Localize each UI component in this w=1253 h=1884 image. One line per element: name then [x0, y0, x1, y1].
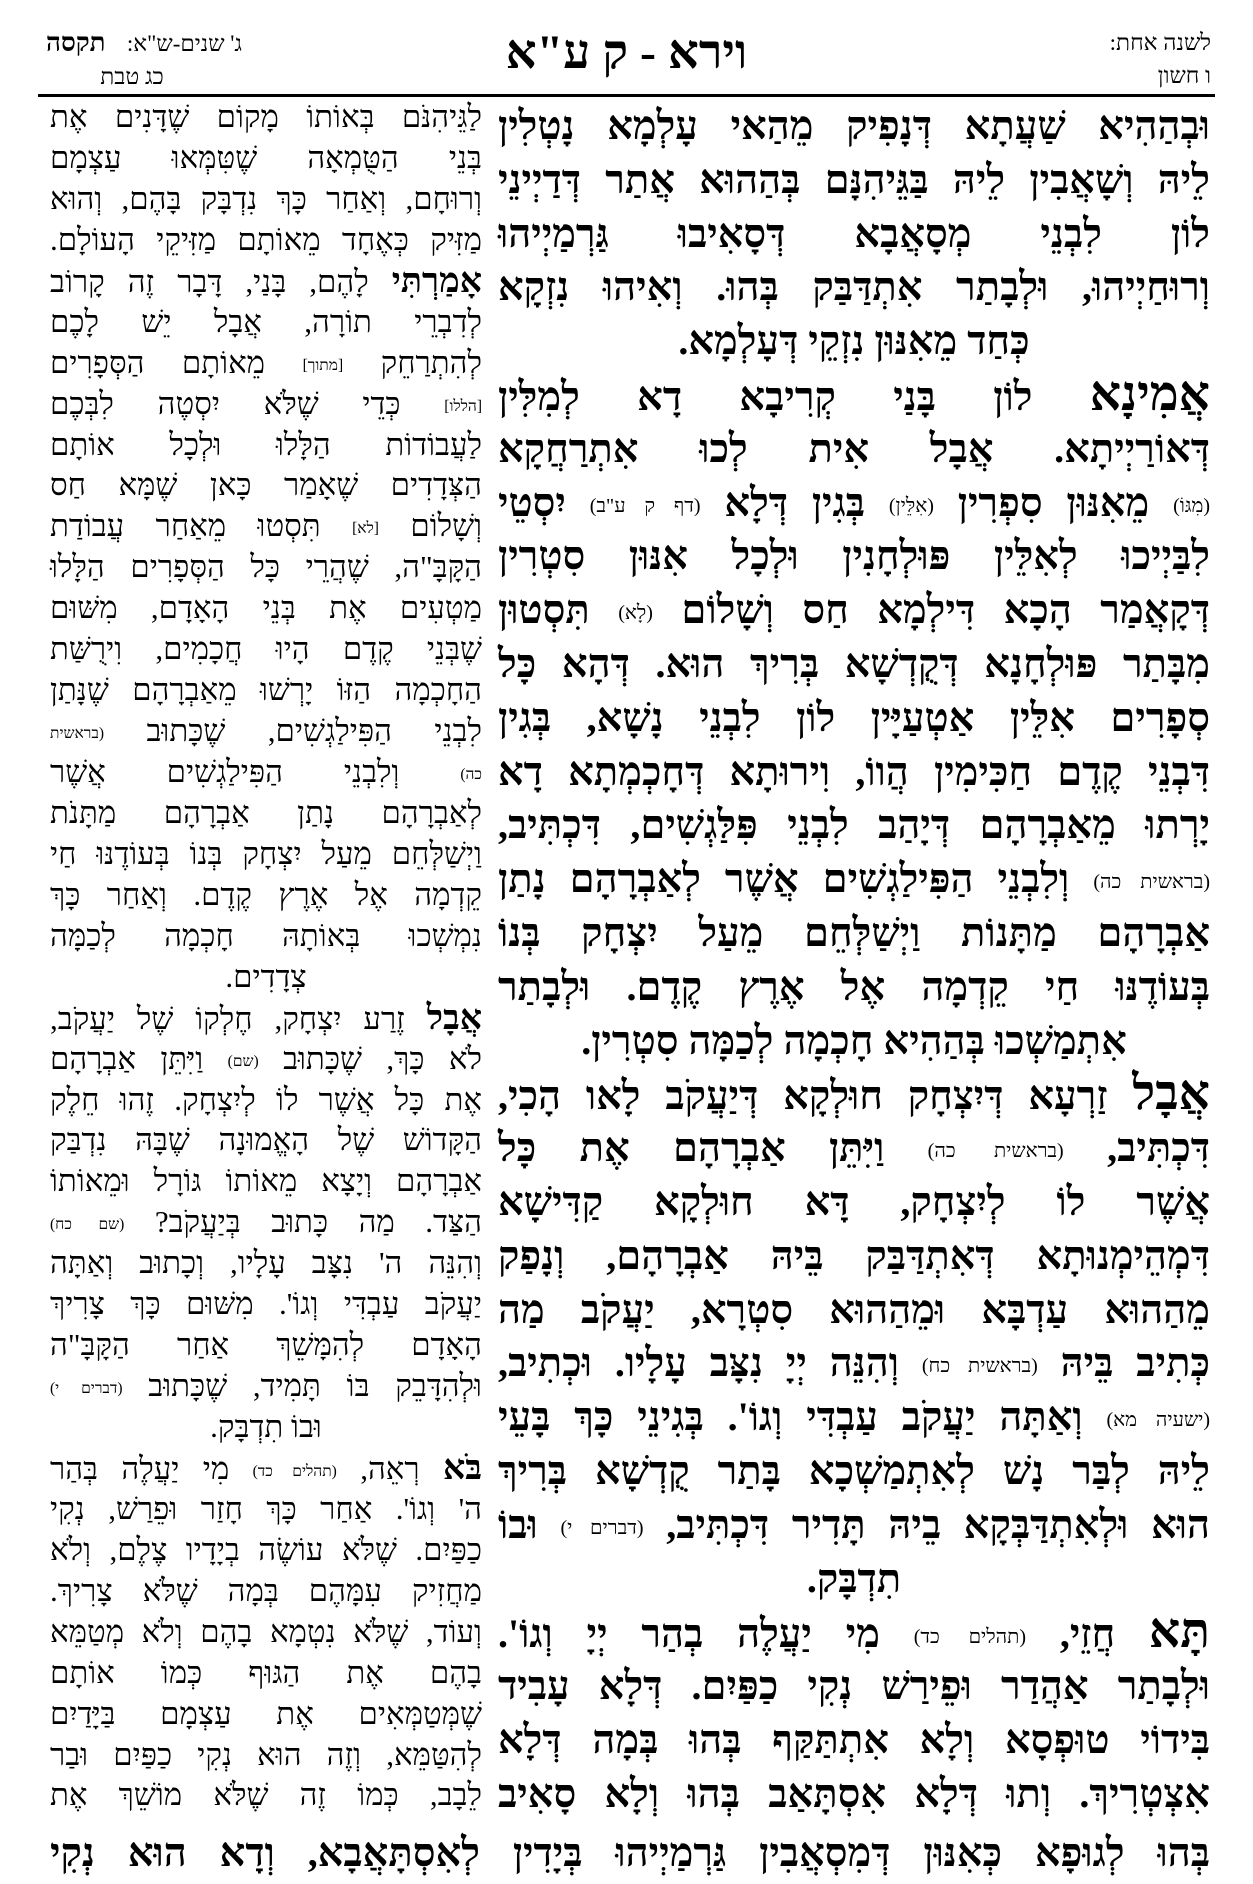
aramaic-text-line — [498, 583, 1210, 637]
source-citation: (שם) — [227, 1052, 259, 1070]
three-year-date: כג טבת — [100, 64, 164, 89]
text-run: סְפָרִים אִלֵּין אַטְעַיָּין לוֹן לִבְנֵי נָשָׁא, בְּגִין — [498, 694, 1210, 740]
source-citation: (שם כח) — [50, 1216, 125, 1234]
line-text — [498, 533, 1210, 578]
text-run: דְּאוֹרַיְיתָא. אֲבָל אִית לְכוּ אִתְרַחֲקָא — [498, 425, 1210, 471]
line-text — [498, 1771, 1210, 1816]
line-text — [498, 910, 1210, 955]
line-text — [498, 1287, 1210, 1332]
aramaic-continuation-line — [50, 1826, 1210, 1880]
text-run: אִצְטְרִיךְ. וְתוּ דְּלָא אִסְתָּאַב בְּהוּ וְלָא סָאִיב — [498, 1770, 1210, 1816]
source-citation: (דף ק ע"ב) — [589, 494, 701, 517]
text-run: אֲבָל — [1132, 1066, 1211, 1121]
aramaic-text-line — [498, 1121, 1210, 1175]
line-text — [50, 877, 482, 912]
source-citation: (בראשית כח) — [921, 1355, 1038, 1378]
line-text — [50, 549, 482, 584]
line-text — [50, 836, 482, 871]
line-text — [498, 1066, 1211, 1121]
line-text — [498, 802, 1210, 847]
text-run: אֲבָל — [426, 997, 482, 1037]
text-run: נִמְשְׁכוּ בְּאוֹתָהּ חָכְמָה לְכַמָּה — [50, 917, 482, 953]
text-run: כְּתִיב בֵּיהּ — [1060, 1340, 1211, 1386]
line-text — [50, 345, 482, 380]
text-run: וְרוּחָם, וְאַחַר כָּךְ נִדְבָּק בָּהֶם, וְהוּא — [50, 180, 482, 216]
hebrew-text-line — [50, 1653, 482, 1694]
text-run: קֵדְמָה אֶל אֶרֶץ קֶדֶם. וְאַחַר כָּךְ — [50, 876, 482, 912]
text-run: מַחֲזִיק עִמָּהֶם בְּמָה שֶׁלֹּא צָרִיךְ. — [50, 1572, 482, 1608]
source-citation: (בראשית — [50, 724, 105, 742]
aramaic-text-line — [498, 1229, 1210, 1283]
text-run: דְּקָאֲמַר הָכָא דִּילְמָא חַס וְשָׁלוֹם — [681, 587, 1210, 633]
line-text — [50, 304, 482, 339]
text-run: וּלְהִדָּבֵק בּוֹ תָּמִיד, שֶׁכָּתוּב — [148, 1368, 482, 1404]
hebrew-text-line — [50, 384, 482, 425]
source-citation: [הללו] — [444, 397, 483, 415]
line-text — [498, 1179, 1210, 1224]
hebrew-text-line — [50, 465, 482, 506]
line-text — [50, 99, 482, 134]
text-run: יָרְתוּ מֵאַבְרָהָם דְּיָהַב לִבְנֵי פִּלַּגְשִׁים, דִּכְתִּיב, — [498, 802, 1210, 848]
line-text — [498, 1340, 1210, 1385]
text-run: בְּעוֹדֶנּוּ חַי קֵדְמָה אֶל אֶרֶץ קֶדֶם. וּלְבָתַר — [498, 963, 1210, 1009]
text-run: לֵבָב, כְּמוֹ זֶה שֶׁלֹּא מוֹשֵׁךְ אֶת — [50, 1777, 482, 1813]
line-text — [50, 1286, 482, 1321]
line-text: בְּהוּ לְגוּפָא כְּאִנּוּן דְּמִסְאֲבִין גַּרְמַיְיהוּ בְּיָדִין לְאִסְתָּאֲבָא, וְדָא הוּא נְקִי — [50, 1830, 1210, 1875]
hebrew-text-line — [50, 711, 482, 752]
text-run: לֵיהּ לְבַּר נָשׁ לְאִתְמַשְׁכָא בָּתַר קֻדְשָׁא בְּרִיךְ — [498, 1447, 1210, 1493]
source-citation: [לא] — [352, 520, 379, 538]
source-citation: (תהלים כד) — [913, 1626, 1027, 1649]
line-text — [498, 1125, 1210, 1170]
text-run: דִּבְנֵי קֶדֶם חַכִּימִין הֲווֹ, וִירוּתָא דְּחָכְמְתָא דָא — [498, 748, 1210, 794]
text-run: זֶרַע יִצְחָק, חֶלְקוֹ שֶׁל יַעֲקֹב, — [50, 1000, 405, 1036]
text-run: מֵאִנּוּן סִפְרִין — [957, 479, 1150, 525]
hebrew-column — [50, 97, 482, 1816]
line-text — [50, 1614, 482, 1649]
hebrew-text-line — [50, 670, 482, 711]
hebrew-text-line — [50, 1407, 482, 1448]
line-text — [50, 631, 482, 666]
line-text — [50, 1447, 483, 1487]
text-run: כְּחַד מֵאִנּוּן נִזְקֵי דְּעָלְמָא. — [678, 318, 1030, 364]
line-text — [50, 754, 482, 789]
text-run: וְלִבְנֵי הַפִּילַגְשִׁים אֲשֶׁר — [50, 754, 400, 789]
text-run: לוֹן לִבְנֵי מְסָאֲבָא דְּסָאִיבוּ גַּרְמַיְיהוּ — [498, 210, 1210, 256]
line-text — [50, 1737, 482, 1772]
line-text — [498, 157, 1210, 202]
text-run: אִתְמַשְׁכוּ בְּהַהִיא חָכְמָה לְכַמָּה סִטְרִין. — [581, 1017, 1127, 1063]
source-citation: (בראשית כה) — [1093, 871, 1210, 894]
page-title: וירא - ק ע"א — [505, 26, 748, 79]
hebrew-text-line — [50, 793, 482, 834]
three-year-schedule — [46, 26, 242, 93]
line-text — [225, 959, 306, 994]
line-text — [498, 1233, 1210, 1278]
line-text — [50, 508, 482, 543]
text-run: תָּא — [1148, 1604, 1211, 1659]
text-run: לְדִבְרֵי תוֹרָה, אֲבָל יֵשׁ לָכֶם — [50, 303, 482, 339]
text-run: ה' וְגוֹ'. אַחַר כָּךְ חָזַר וּפֵרַשׁ, נְקִי — [50, 1490, 482, 1526]
line-text — [50, 1777, 482, 1812]
aramaic-text-line — [498, 906, 1210, 960]
line-text — [50, 672, 482, 707]
text-run: דִּמְהֵימְנוּתָא דְּאִתְדַּבַּק בֵּיהּ אַבְרָהָם, וְנָפַק — [498, 1232, 1210, 1278]
text-run: תִּסְטוּן — [498, 587, 590, 633]
text-run: כַפַּיִם. שֶׁלֹּא עוֹשֶׂה בְיָדָיו צֶלֶם, וְלֹא — [50, 1531, 482, 1567]
hebrew-text-line — [50, 1161, 482, 1202]
text-run: לֹא כָּךְ, שֶׁכָּתוּב — [283, 1040, 482, 1076]
line-text — [50, 1327, 482, 1362]
line-text — [50, 427, 482, 462]
line-text — [210, 1409, 322, 1444]
aramaic-text-line — [498, 637, 1210, 691]
line-text — [50, 1573, 482, 1608]
source-citation: (לָא) — [618, 602, 653, 625]
aramaic-text-line — [498, 1014, 1210, 1068]
text-run: אָמַרְתִּי — [391, 260, 482, 300]
line-text — [498, 749, 1210, 794]
text-run: זַרְעָא דְּיִצְחָק חוּלְקָא דְּיַעֲקֹב לָאו הָכִי, — [498, 1073, 1108, 1119]
line-text — [498, 366, 1211, 421]
line-text — [50, 1368, 482, 1403]
text-run: רְאֵה, — [360, 1450, 420, 1486]
line-text — [50, 997, 482, 1037]
hebrew-text-line — [50, 1612, 482, 1653]
text-run: דִּכְתִּיב, — [1107, 1125, 1211, 1171]
hebrew-text-line — [50, 1489, 482, 1530]
line-text — [498, 1663, 1210, 1708]
one-year-date: ו חשון — [1157, 63, 1211, 88]
source-citation: (בראשית כה) — [927, 1140, 1064, 1163]
source-citation: [מתוך] — [302, 356, 344, 374]
text-run: וּלְבָתַר אַהֲדַר וּפֵירַשׁ נְקִי כַפַּיִם. דְּלָא עָבִיד — [498, 1663, 1210, 1709]
aramaic-text-line — [498, 153, 1210, 207]
line-text — [50, 1041, 482, 1076]
text-run: חֲזֵי, — [1059, 1611, 1116, 1657]
line-text — [498, 426, 1210, 471]
hebrew-text-line — [50, 97, 482, 138]
line-text — [498, 587, 1210, 632]
text-run: בְּנֵי הַטֻּמְאָה שֶׁטִּמְּאוּ עַצְמָם — [50, 139, 482, 175]
line-text — [498, 1604, 1211, 1659]
source-citation: (ישעיה מא) — [1106, 1409, 1211, 1432]
aramaic-text-line — [498, 368, 1210, 422]
three-year-label: ג' שנים-ש"א: — [126, 31, 242, 56]
one-year-label: לשנה אחת: — [1109, 30, 1211, 55]
hebrew-text-line — [50, 875, 482, 916]
aramaic-text-line — [498, 314, 1210, 368]
text-run: וְהִנֵּה ה' נִצָּב עָלָיו, וְכָתוּב וְאַתָּה — [50, 1245, 482, 1281]
hebrew-text-line — [50, 179, 482, 220]
text-run: לִבַּיְיכוּ לְאִלֵּין פּוּלְחָנִין וּלְכָל אִנּוּן סִטְרִין — [498, 533, 1210, 579]
hebrew-text-line — [50, 588, 482, 629]
source-citation: (תהלים כד) — [252, 1462, 337, 1480]
text-run: לְאַבְרָהָם נָתַן אַבְרָהָם מַתָּנֹת — [50, 794, 482, 830]
text-run: בִּידוֹי טוּפְסָא וְלָא אִתְתַּקַּף בְּהוּ בְּמָה דְּלָא — [498, 1716, 1210, 1762]
line-text — [50, 260, 482, 300]
text-run: הָאָדָם לְהִמָּשֵׁךְ אַחַר הַקָּבָּ"ה — [50, 1327, 482, 1363]
text-run: הַקָּדוֹשׁ שֶׁל הָאֱמוּנָה שֶׁבָּהּ נִדְבַּק — [50, 1122, 482, 1158]
aramaic-text-line — [498, 1605, 1210, 1659]
text-run: וְשָׁלוֹם — [410, 508, 483, 544]
text-run: לֵיהּ וְשָׁאֲבִין לֵיהּ בַּגֵּיהִנָּם בְּהַהוּא אֲתַר דְּדַיְינֵי — [498, 156, 1210, 202]
line-text — [498, 1717, 1210, 1762]
line-text — [498, 856, 1210, 901]
text-run: וְלִבְנֵי הַפִּילַגְשִׁים אֲשֶׁר לְאַבְרָהָם נָתַן — [498, 856, 1070, 902]
text-run: לְהִתְרַחֵק — [380, 344, 483, 380]
text-run: אֲשֶׁר לוֹ לְיִצְחָק, דָּא חוּלְקָא קַדִּישָׁא — [498, 1178, 1210, 1224]
line-text — [50, 1491, 482, 1526]
line-text — [50, 1082, 482, 1117]
text-run: הַחָכְמָה הַזּוֹ יָרְשׁוּ מֵאַבְרָהָם שֶׁנָּתַן — [50, 672, 482, 708]
line-text — [50, 467, 482, 502]
aramaic-text-line — [498, 476, 1210, 530]
line-text — [498, 480, 1210, 525]
text-run: יִסְטֵי — [498, 479, 566, 525]
text-run: וְרוּחַיְיהוּ, וּלְבָתַר אִתְדַּבַּק בְּהוּ. וְאִיהוּ נִזְקָא — [498, 264, 1210, 310]
line-text — [498, 1448, 1210, 1493]
source-citation: (מִגּוֹ) — [1173, 494, 1211, 517]
text-run: הַקָּבָּ"ה, שֶׁהֲרֵי כָּל הַסְּפָרִים הַלָּלוּ — [50, 549, 482, 585]
line-text — [498, 264, 1210, 309]
aramaic-text-line — [498, 1175, 1210, 1229]
text-run: אַבְרָהָם וְיָצָא מֵאוֹתוֹ גּוֹרָל וּמֵאוֹתוֹ — [50, 1163, 482, 1199]
aramaic-text-line — [498, 207, 1210, 261]
text-run: מֵאוֹתָם הַסְּפָרִים — [50, 344, 266, 380]
source-citation: (דברים י) — [560, 1516, 644, 1539]
text-run: אֲמִינָא — [1089, 366, 1211, 421]
text-run: הַצַּד. מַה כָּתוּב בְּיַעֲקֹב? — [154, 1204, 483, 1240]
source-citation: (דברים י) — [50, 1379, 123, 1397]
aramaic-text-line — [498, 260, 1210, 314]
line-text — [498, 211, 1210, 256]
hebrew-text-line — [50, 547, 482, 588]
hebrew-text-line — [50, 1243, 482, 1284]
hebrew-text-line — [50, 1735, 482, 1776]
aramaic-text-line — [498, 960, 1210, 1014]
line-text — [50, 1696, 482, 1731]
text-run: וּבוֹ תִדְבָּק. — [210, 1409, 322, 1444]
text-run: וְעוֹד, שֶׁלֹּא נִטְמָא בָהֶם וְלֹא מְטַמֵּא — [50, 1613, 482, 1649]
line-text — [498, 695, 1210, 740]
line-text — [498, 103, 1210, 148]
text-run: תִּסְטוּ מֵאַחַר עֲבוֹדַת — [50, 508, 321, 544]
hebrew-text-line — [50, 1530, 482, 1571]
hebrew-text-line — [50, 916, 482, 957]
line-text — [498, 1502, 1210, 1547]
hebrew-text-line — [50, 343, 482, 384]
text-run: מַזִּיק כְּאֶחָד מֵאוֹתָם מַזִּיקֵי הָעוֹלָם. — [50, 221, 482, 257]
text-run: לוֹן בָּנַי קְרִיבָא דָא לְמִלִּין — [498, 373, 1033, 419]
text-run: בְּגִין דְּלָא — [724, 479, 866, 525]
text-run: שֶׁמְּטַמְּאִים אֶת עַצְמָם בַּיָּדַיִם — [50, 1695, 482, 1731]
text-run: לְהִטַּמֵּא, וְזֶה הוּא נְקִי כַפַּיִם וּבַר — [50, 1736, 482, 1772]
text-run: מִי יַעֲלֶה בְהַר יְיָ וְגוֹ'. — [498, 1611, 880, 1657]
hebrew-text-line — [50, 1039, 482, 1080]
aramaic-text-line — [498, 852, 1210, 906]
hebrew-text-line — [50, 1694, 482, 1735]
hebrew-text-line — [50, 138, 482, 179]
text-run: הַצְּדָדִים שֶׁאָמַר כָּאן שֶׁמָּא חַס — [50, 467, 482, 503]
line-text — [50, 590, 482, 625]
text-run: מַטְעִים אֶת בְּנֵי הָאָדָם, מִשּׁוּם — [50, 590, 482, 626]
hebrew-text-line — [50, 1120, 482, 1161]
text-run: מִבָּתַר פּוּלְחָנָא דְּקֻדְשָׁא בְּרִיךְ הוּא. דְּהָא כָּל — [498, 640, 1210, 686]
aramaic-text-line — [498, 691, 1210, 745]
hebrew-text-line — [50, 220, 482, 261]
hebrew-text-line — [50, 261, 482, 302]
text-run: לַעֲבוֹדוֹת הַלָּלוּ וּלְכָל אוֹתָם — [50, 426, 482, 462]
text-run: לָהֶם, בָּנַי, דָּבָר זֶה קָרוֹב — [50, 263, 369, 299]
hebrew-text-line — [50, 1202, 482, 1243]
hebrew-text-line — [50, 1284, 482, 1325]
line-text — [498, 641, 1210, 686]
text-run: הוּא וּלְאִתְדַּבְּקָא בֵיהּ תָּדִיר דִּכְתִּיב, — [666, 1501, 1211, 1547]
line-text — [50, 222, 482, 257]
line-text — [50, 918, 482, 953]
text-run: אֶת כָּל אֲשֶׁר לוֹ לְיִצְחָק. זֶהוּ חֵלֶק — [50, 1081, 482, 1117]
line-text — [50, 1122, 482, 1157]
hebrew-text-line — [50, 1571, 482, 1612]
three-year-number: תקסה — [46, 28, 106, 57]
hebrew-text-line — [50, 1080, 482, 1121]
line-text — [581, 1018, 1127, 1063]
aramaic-column — [498, 99, 1210, 1821]
aramaic-text-line — [498, 745, 1210, 799]
text-run: וְאַתָּה יַעֲקֹב עַבְדִּי וְגוֹ'. בְּגִינֵי כָּךְ בָּעֵי — [498, 1394, 1083, 1440]
text-run: צְדָדִים. — [225, 958, 307, 994]
aramaic-text-line — [498, 1390, 1210, 1444]
text-run: לַגֵּיהִנֹּם בְּאוֹתוֹ מָקוֹם שֶׁדָּנִים אֶת — [50, 99, 482, 134]
hebrew-text-line — [50, 998, 482, 1039]
line-text — [498, 1394, 1210, 1439]
text-run: וַיִּתֵּן אַבְרָהָם — [50, 1040, 204, 1076]
text-run: שֶׁבְּנֵי קֶדֶם הָיוּ חֲכָמִים, וִירֻשַּׁת — [50, 631, 482, 667]
line-text — [50, 1245, 482, 1280]
aramaic-text-line — [498, 1713, 1210, 1767]
text-run: תִדְבָּק. — [806, 1555, 902, 1601]
text-run: וַיִּתֵּן אַבְרָהָם אֶת כָּל — [498, 1125, 885, 1171]
line-text — [50, 713, 482, 748]
aramaic-text-line — [498, 1659, 1210, 1713]
text-run: בֹּא — [443, 1447, 483, 1487]
hebrew-text-line — [50, 506, 482, 547]
hebrew-text-line — [50, 752, 482, 793]
hebrew-text-line — [50, 1448, 482, 1489]
line-text — [807, 1556, 901, 1601]
text-run: אַבְרָהָם מַתָּנוֹת וַיְשַׁלְּחֵם מֵעַל יִצְחָק בְּנוֹ — [498, 909, 1210, 955]
source-citation: כה) — [460, 765, 482, 783]
line-text — [50, 795, 482, 830]
text-run: לִבְנֵי הַפִּילַגְשִׁים, שֶׁכָּתוּב — [146, 713, 482, 749]
source-citation: (אִלֵּין) — [888, 494, 934, 517]
one-year-schedule — [1041, 26, 1211, 92]
aramaic-text-line — [498, 1498, 1210, 1552]
line-text — [50, 140, 482, 175]
line-text — [50, 1163, 482, 1198]
aramaic-text-line — [498, 1767, 1210, 1821]
text-run: מֵהַהוּא עַדְבָּא וּמֵהַהוּא סִטְרָא, יַעֲקֹב מַה — [498, 1286, 1210, 1332]
text-run: כְּדֵי שֶׁלֹּא יִסְטֶה לִבְּכֶם — [50, 385, 401, 421]
text-run: וְהִנֵּה יְיָ נִצָּב עָלָיו. וּכְתִיב, — [498, 1340, 899, 1386]
aramaic-text-line — [498, 422, 1210, 476]
aramaic-text-line — [498, 529, 1210, 583]
line-text — [50, 1655, 482, 1690]
line-text — [678, 318, 1029, 363]
aramaic-text-line — [498, 99, 1210, 153]
line-text — [498, 964, 1210, 1009]
aramaic-text-line — [498, 798, 1210, 852]
line-text — [50, 1204, 482, 1239]
hebrew-text-line — [50, 629, 482, 670]
text-run: בָהֶם אֶת הַגּוּף כְּמוֹ אוֹתָם — [50, 1654, 482, 1690]
line-text — [50, 1532, 482, 1567]
line-text — [50, 181, 482, 216]
hebrew-text-line — [50, 425, 482, 466]
text-run: וּבְהַהִיא שַׁעֲתָא דְּנָפִיק מֵהַאי עָלְמָא נָטְלִין — [498, 103, 1210, 148]
hebrew-text-line — [50, 834, 482, 875]
text-run: וַיְשַׁלְּחֵם מֵעַל יִצְחָק בְּנוֹ בְּעוֹדֶנּוּ חַי — [50, 835, 482, 871]
aramaic-text-line — [498, 1444, 1210, 1498]
text-run: מִי יַעֲלֶה בְּהַר — [50, 1450, 230, 1486]
hebrew-text-line — [50, 1325, 482, 1366]
hebrew-text-line — [50, 302, 482, 343]
hebrew-text-line — [50, 957, 482, 998]
hebrew-text-line — [50, 1366, 482, 1407]
aramaic-text-line — [498, 1552, 1210, 1606]
three-year-row — [46, 26, 242, 60]
aramaic-text-line — [498, 1336, 1210, 1390]
aramaic-text-line — [498, 1283, 1210, 1337]
hebrew-text-line — [50, 1775, 482, 1816]
aramaic-text-line — [498, 1067, 1210, 1121]
line-text — [50, 386, 482, 421]
text-run: וּבוֹ — [498, 1501, 538, 1547]
text-run: יַעֲקֹב עַבְדִּי וְגוֹ'. מִשּׁוּם כָּךְ צָרִיךְ — [50, 1286, 482, 1322]
